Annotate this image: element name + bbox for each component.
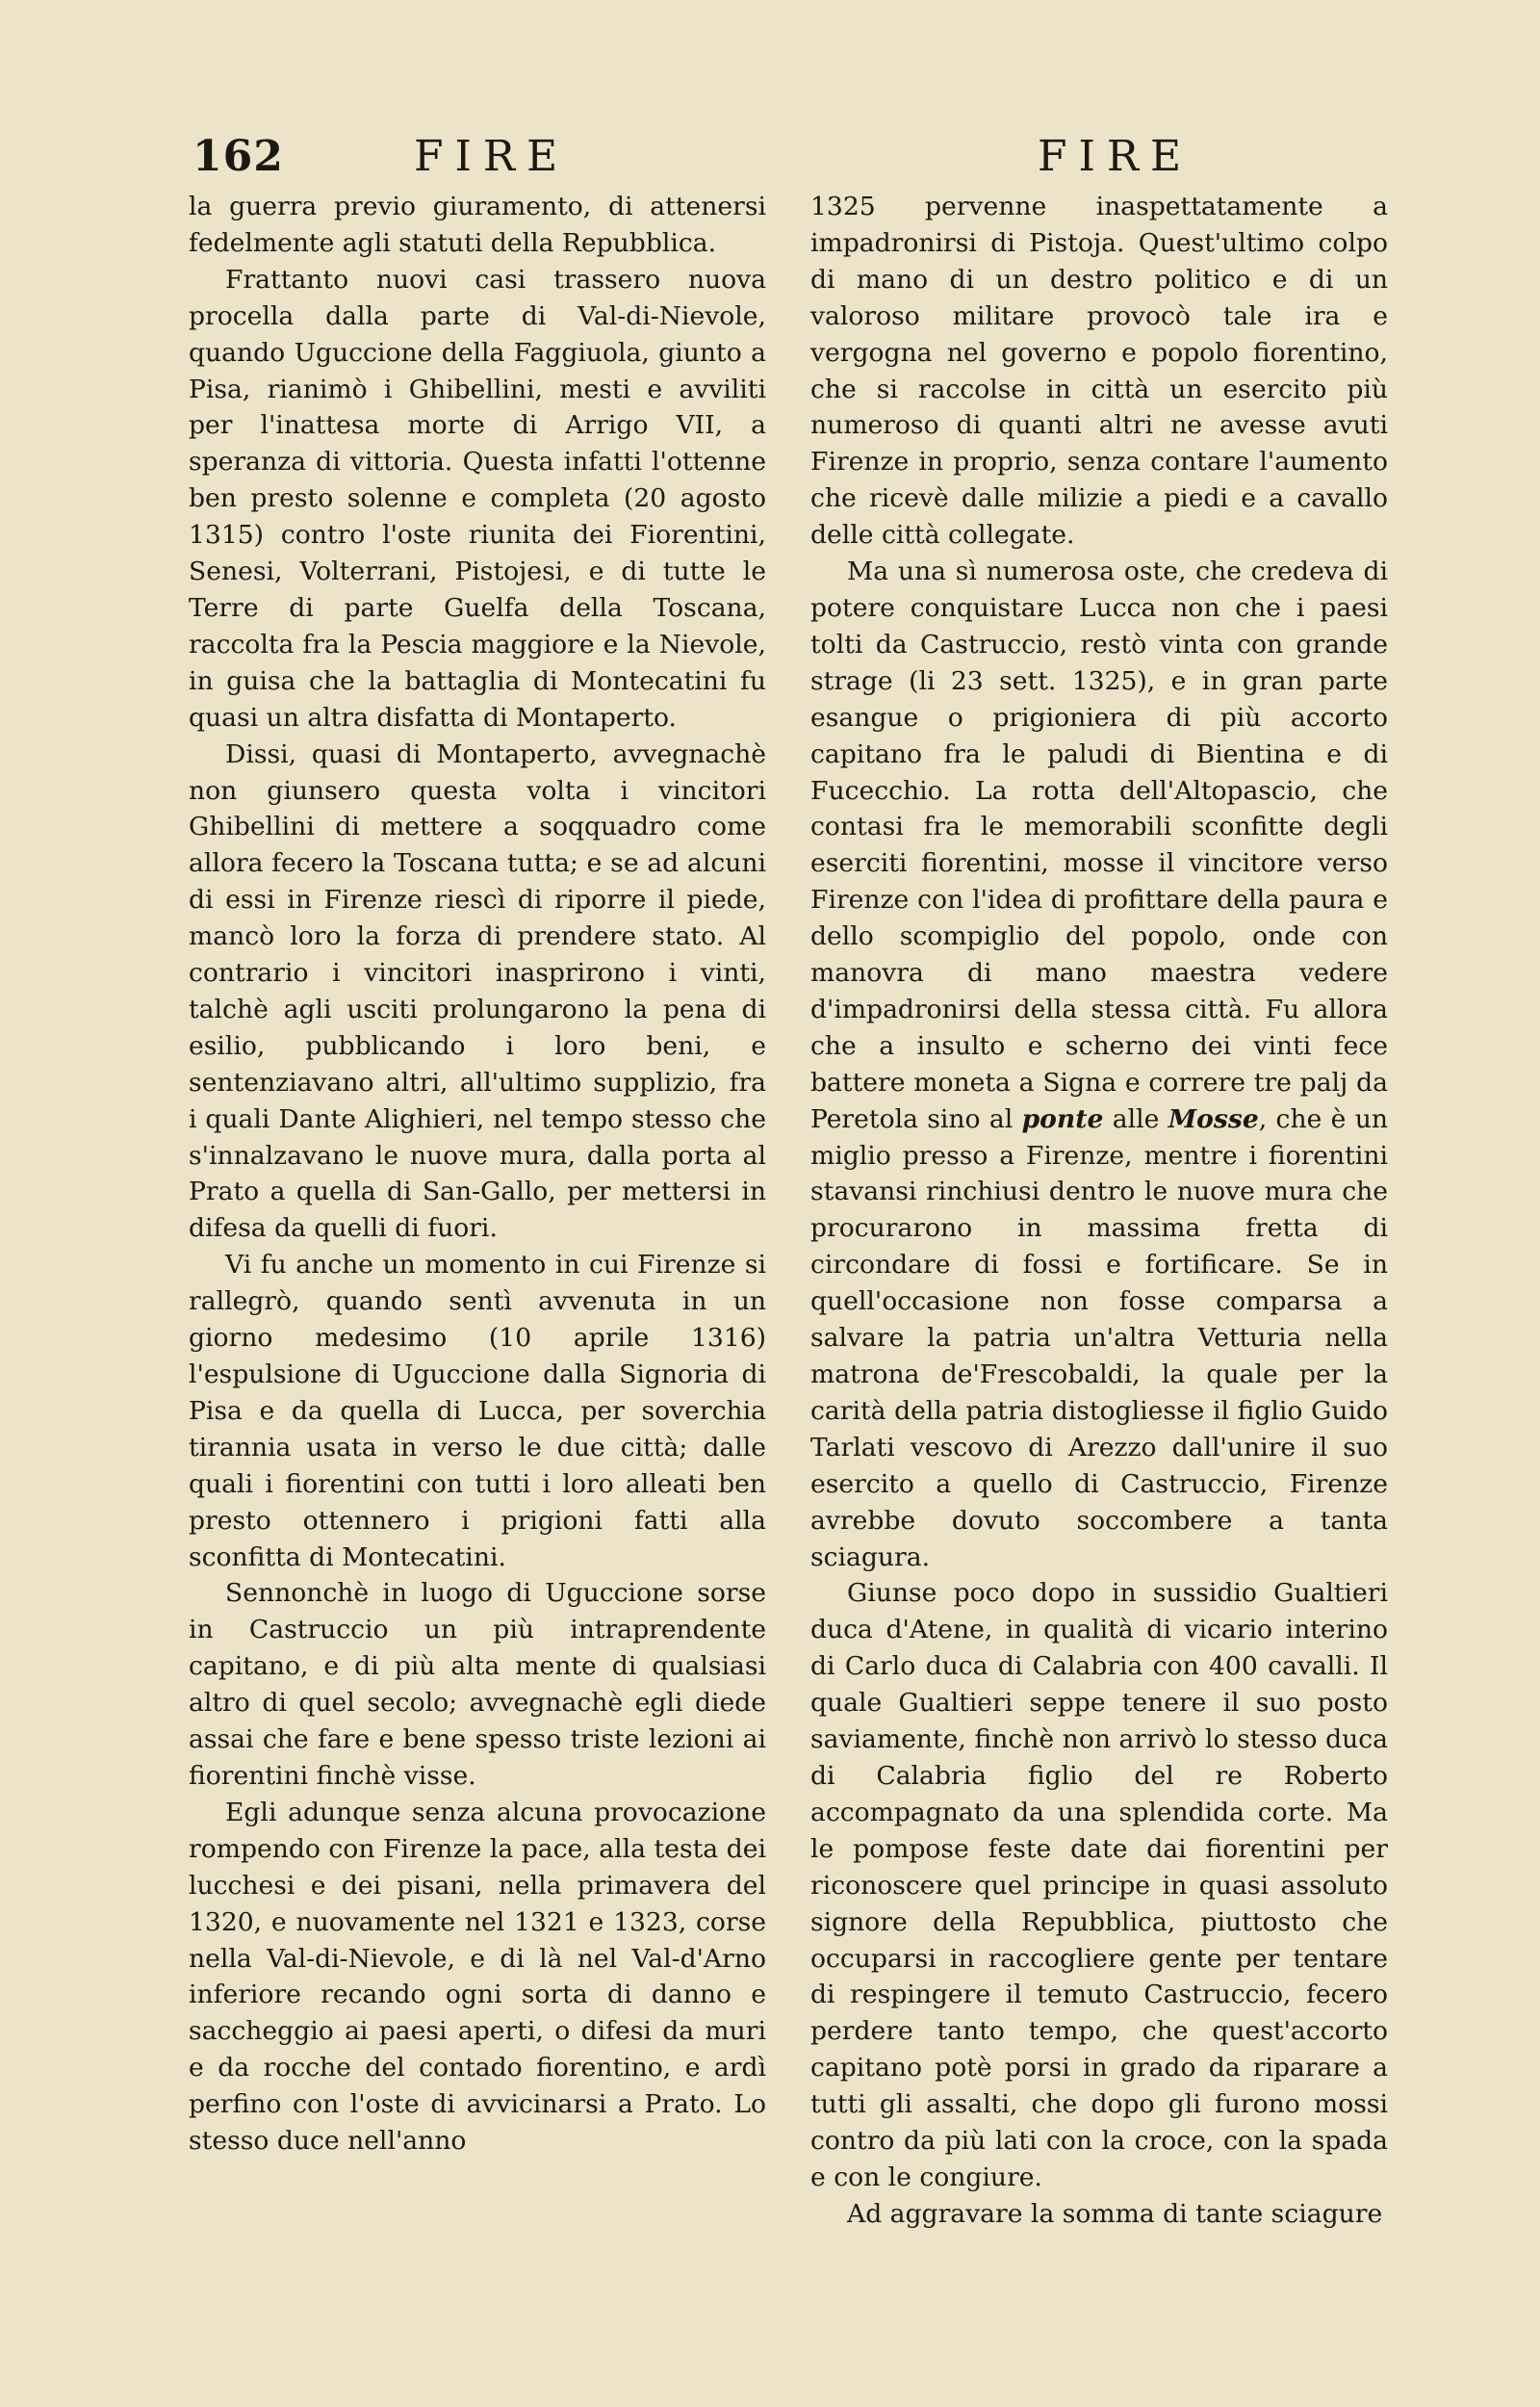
italic-word-mosse: Mosse (1168, 1103, 1259, 1134)
italic-word-ponte: ponte (1021, 1103, 1104, 1134)
page-header (0, 120, 1540, 188)
paragraph: Egli adunque senza alcuna provocazione rompendo con Firenze la pace, alla testa dei lucchesi e dei pisani, nella primavera del 1320, e nuovamente nel 1321 e 1323, corse nella Val-di-Nievole, e di là nel Val-d'Arno inferiore recando ogni sorta di danno e saccheggio ai paesi aperti, o difesi da muri e da rocche del contado fiorentino, e ardì perfino con l'oste di avvicinarsi a Prato. Lo stesso duce nell'anno (189, 1797, 766, 2157)
paragraph: Ad aggravare la somma di tante sciagure (847, 2198, 1383, 2229)
paragraph: Giunse poco dopo in sussidio Gualtieri duca d'Atene, in qualità di vicario interino di Carlo duca di Calabria con 400 cavalli. Il quale Gualtieri seppe tenere il suo posto saviamente, finchè non arrivò lo stesso duca di Calabria figlio del re Roberto accompagnato da una splendida corte. Ma le pompose feste date dai fiorentini per riconoscere quel principe in quasi assoluto signore della Repubblica, piuttosto che occuparsi in raccogliere gente per tentare di respingere il temuto Castruccio, fecero perdere tanto tempo, che quest'accorto capitano potè porsi in grado da riparare a tutti gli assalti, che dopo gli furono mossi contro da più lati con la croce, con la spada e con le congiure. (810, 1578, 1388, 2192)
paragraph: la guerra previo giuramento, di attenersi fedelmente agli statuti della Repubblica. (189, 192, 766, 258)
paragraph: Vi fu anche un momento in cui Firenze si rallegrò, quando sentì avvenuta in un giorno medesimo (10 aprile 1316) l'espulsione di Uguccione dalla Signoria di Pisa e da quella di Lucca, per soverchia tirannia usata in verso le due città; dalle quali i fiorentini con tutti i loro alleati ben presto ottennero i prigioni fatti alla sconfitta di Montecatini. (189, 1250, 766, 1572)
left-column (189, 189, 766, 2160)
right-column (810, 189, 1388, 2233)
paragraph: Dissi, quasi di Montaperto, avvegnachè non giunsero questa volta i vincitori Ghibellini di mettere a soqquadro come allora fecero la Toscana tutta; e se ad alcuni di essi in Firenze riescì di riporre il piede, mancò loro la forza di prendere stato. Al contrario i vincitori inasprirono i vinti, talchè agli usciti prolungarono la pena di esilio, pubblicando i loro beni, e sentenziavano altri, all'ultimo supplizio, fra i quali Dante Alighieri, nel tempo stesso che s'innalzavano le nuove mura, dalla porta al Prato a quella di San-Gallo, per mettersi in difesa da quelli di fuori. (189, 738, 766, 1244)
paragraph (810, 554, 1388, 1575)
paragraph-text: Ma una sì numerosa oste, che credeva di potere conquistare Lucca non che i paesi tolti da Castruccio, restò vinta con grande strage (li 23 sett. 1325), e in gran parte esangue o prigioniera di più accorto capitano fra le paludi di Bientina e di Fucecchio. La rotta dell'Altopascio, che contasi fra le memorabili sconfitte degli eserciti fiorentini, mosse il vincitore verso Firenze con l'idea di profittare della paura e dello scompiglio del popolo, onde con manovra di mano maestra vedere d'impadronirsi della stessa città. Fu allora che a insulto e scherno dei vinti fece battere moneta a Signa e correre tre palj da Peretola sino al (810, 556, 1388, 1134)
paragraph: 1325 pervenne inaspettatamente a impadronirsi di Pistoja. Quest'ultimo colpo di mano di un destro politico e di un valoroso militare provocò tale ira e vergogna nel governo e popolo fiorentino, che si raccolse in città un esercito più numeroso di quanti altri ne avesse avuti Firenze in proprio, senza contare l'aumento che ricevè dalle milizie a piedi e a cavallo delle città collegate. (810, 192, 1388, 551)
paragraph: Sennonchè in luogo di Uguccione sorse in Castruccio un più intraprendente capitano, e di più alta mente di qualsiasi altro di quel secolo; avvegnachè egli diede assai che fare e bene spesso triste lezioni ai fiorentini finchè visse. (189, 1578, 766, 1791)
page-number: 162 (192, 132, 284, 181)
running-title-left: FIRE (414, 132, 570, 181)
running-title-right: FIRE (1038, 132, 1194, 181)
paragraph: Frattanto nuovi casi trassero nuova procella dalla parte di Val-di-Nievole, quando Uguccione della Faggiuola, giunto a Pisa, rianimò i Ghibellini, mesti e avviliti per l'inattesa morte di Arrigo VII, a speranza di vittoria. Questa infatti l'ottenne ben presto solenne e completa (20 agosto 1315) contro l'oste riunita dei Fiorentini, Senesi, Volterrani, Pistojesi, e di tutte le Terre di parte Guelfa della Toscana, raccolta fra la Pescia maggiore e la Nievole, in guisa che la battaglia di Montecatini fu quasi un altra disfatta di Montaperto. (189, 264, 766, 733)
paragraph-text: , che è un miglio presso a Firenze, mentre i fiorentini stavansi rinchiusi dentro le nuove mura che procurarono in massima fretta di circondare di fossi e fortificare. Se in quell'occasione non fosse comparsa a salvare la patria un'altra Vetturia nella matrona de'Frescobaldi, la quale per la carità della patria distogliesse il figlio Guido Tarlati vescovo di Arezzo dall'unire il suo esercito a quello di Castruccio, Firenze avrebbe dovuto soccombere a tanta sciagura. (810, 1103, 1388, 1572)
paragraph-text: alle (1112, 1103, 1160, 1134)
